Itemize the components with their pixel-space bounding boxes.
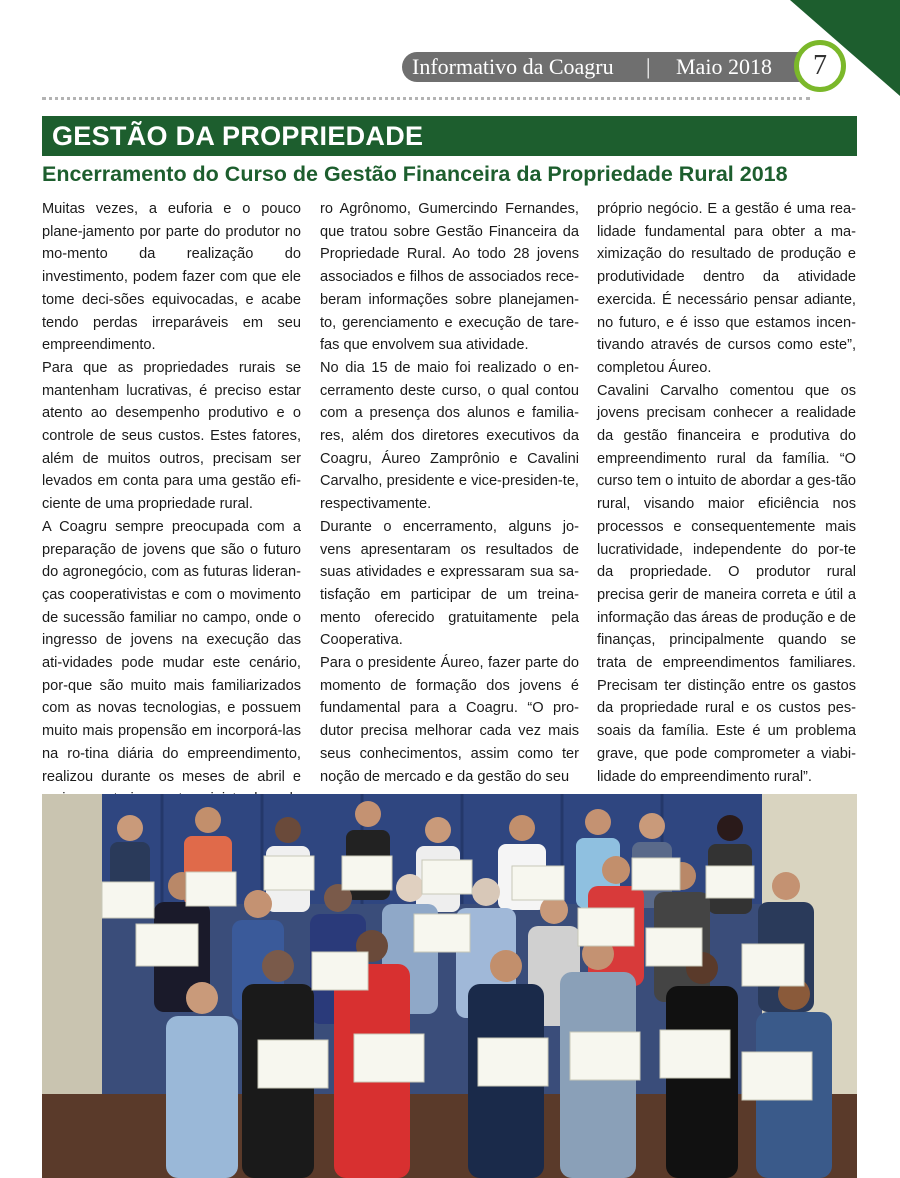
paragraph: Durante o encerramento, alguns jo-vens apresentaram os resultados de suas atividades e expressaram sua sa-tisfação em participar de um treina-mento oferecido gratuitamente pela Cooperativa. — [320, 518, 579, 649]
article-column-3 — [597, 198, 856, 788]
article-column-1 — [42, 198, 301, 834]
article-column-2 — [320, 198, 579, 788]
paragraph: Para que as propriedades rurais se mantenham lucrativas, é preciso estar atento ao desempenho produtivo e o controle de seus custos. Estes fatores, além de muitos outros, precisam ser levados em conta para uma gestão efi-ciente de uma propriedade rural. — [42, 359, 301, 513]
paragraph: Para o presidente Áureo, fazer parte do momento de formação dos jovens é fundamental para a Coagru. “O pro-dutor precisa melhorar cada vez mais seus conhecimentos, assim como ter noção de mercado e da gestão do seu — [320, 655, 579, 785]
paragraph: ro Agrônomo, Gumercindo Fernandes, que tratou sobre Gestão Financeira da Propriedade Rural. Ao todo 28 jovens associados e filhos de associados rece-beram informações sobre planejamen-to, gerenciamento e execução de tare-fas que envolvem sua atividade. — [320, 201, 579, 354]
publication-name: Informativo da Coagru — [412, 54, 614, 79]
paragraph: Cavalini Carvalho comentou que os jovens precisam conhecer a realidade da gestão financeira e produtiva do empreendimento rural da família. “O curso tem o intuito de abordar a ges-tão rural, visando maior eficiência nos processos e consequentemente mais lucratividade, independente do por-te da propriedade. O produtor rural precisa gerir de maneira correta e útil a informação das áreas de produção e de finanças, principalmente quando se trata de empreendimentos familiares. Precisam ter distinção entre os gastos da propriedade rural e os custos pes-soais da família. Este é um problema grave, que pode comprometer a viabi-lidade do empreendimento rural”. — [597, 382, 856, 785]
paragraph: próprio negócio. E a gestão é uma rea-lidade fundamental para obter a ma-ximização do resultado de produção e produtividade dentro da atividade exercida. É necessário pensar adiante, no futuro, e é isso que estamos incen-tivando através de cursos como este”, completou Áureo. — [597, 201, 856, 376]
paragraph: Muitas vezes, a euforia e o pouco plane-jamento por parte do produtor no mo-mento da realização do investimento, podem fazer com que ele tome deci-sões equivocadas, e acabe tendo perdas irreparáveis em seu empreendimento. — [42, 201, 301, 354]
page-number: 7 — [794, 40, 846, 92]
section-title: GESTÃO DA PROPRIEDADE — [42, 116, 857, 156]
running-header — [402, 52, 802, 82]
header-divider — [42, 97, 810, 100]
issue-date: Maio 2018 — [676, 54, 772, 79]
paragraph: No dia 15 de maio foi realizado o en-cerramento deste curso, o qual contou com a presença dos alunos e familia-res, além dos diretores executivos da Coagru, Áureo Zamprônio e Cavalini Carvalho, presidente e vice-presiden-te, respectivamente. — [320, 359, 579, 513]
group-photo — [42, 794, 857, 1178]
article-headline: Encerramento do Curso de Gestão Financeira da Propriedade Rural 2018 — [42, 162, 788, 186]
paragraph: A Coagru sempre preocupada com a preparação de jovens que são o futuro do agronegócio, com as futuras lideran-ças cooperativistas e com o movimento de sucessão familiar no campo, onde o ingresso de jovens na execução das ati-vidades pode mudar este cenário, por-que são muito mais familiarizados com as novas tecnologias, e possuem muito mais propensão em incorporá-las na ro-tina diária do empreendimento, realizou durante os meses de abril e — [42, 518, 301, 785]
header-separator: | — [646, 54, 651, 79]
